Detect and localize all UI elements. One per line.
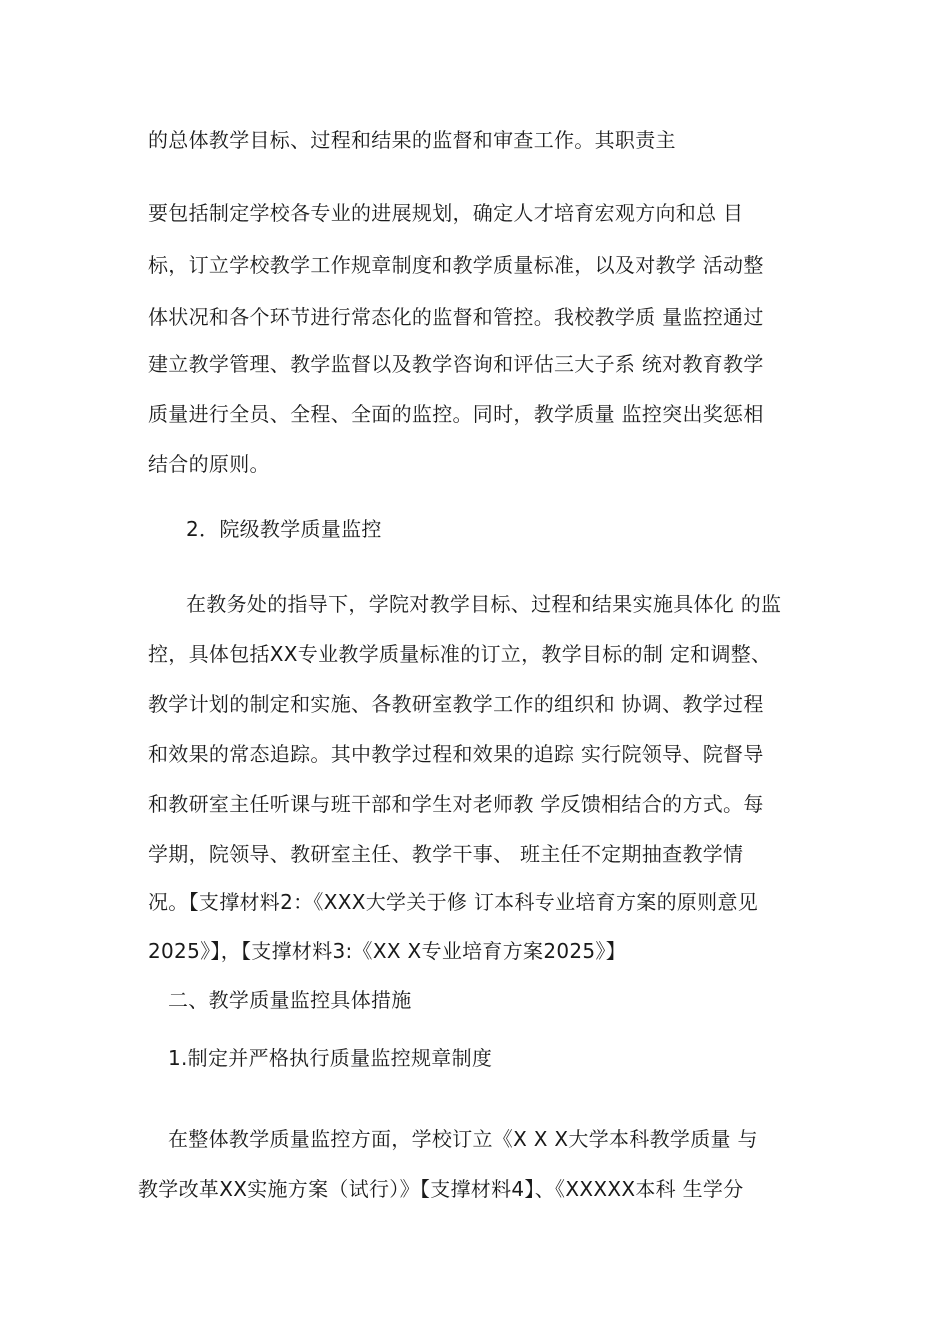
text-line: 2025》】，【支撑材料3:《XX X专业培育方案2025》】 bbox=[148, 939, 627, 963]
section-heading: 1.制定并严格执行质量监控规章制度 bbox=[168, 1046, 493, 1070]
text-line: 结合的原则。 bbox=[148, 452, 270, 476]
text-line: 质量进行全员、全程、全面的监控。同时，教学质量 监控突出奖惩相 bbox=[148, 402, 764, 426]
text-line: 标，订立学校教学工作规章制度和教学质量标准，以及对教学 活动整 bbox=[148, 253, 764, 277]
text-line: 和效果的常态追踪。其中教学过程和效果的追踪 实行院领导、院督导 bbox=[148, 742, 764, 766]
text-line: 在整体教学质量监控方面，学校订立《X X X大学本科教学质量 与 bbox=[168, 1127, 758, 1151]
text-line: 教学改革XX实施方案（试行）》【支撑材料4】、《XXXXX本科 生学分 bbox=[138, 1177, 744, 1201]
text-line: 在教务处的指导下，学院对教学目标、过程和结果实施具体化 的监 bbox=[186, 592, 782, 616]
section-heading: 二、教学质量监控具体措施 bbox=[168, 988, 412, 1012]
text-line: 的总体教学目标、过程和结果的监督和审查工作。其职责主 bbox=[148, 128, 676, 152]
text-line: 况。【支撑材料2：《XXX大学关于修 订本科专业培育方案的原则意见 bbox=[148, 890, 759, 914]
text-line: 要包括制定学校各专业的进展规划，确定人才培育宏观方向和总 目 bbox=[148, 201, 744, 225]
text-line: 和教研室主任听课与班干部和学生对老师教 学反馈相结合的方式。每 bbox=[148, 792, 764, 816]
section-heading: 2．院级教学质量监控 bbox=[186, 517, 382, 541]
text-line: 控，具体包括XX专业教学质量标准的订立，教学目标的制 定和调整、 bbox=[148, 642, 772, 666]
text-line: 建立教学管理、教学监督以及教学咨询和评估三大子系 统对教育教学 bbox=[148, 352, 764, 376]
text-line: 学期，院领导、教研室主任、教学干事、 班主任不定期抽查教学情 bbox=[148, 842, 744, 866]
text-line: 体状况和各个环节进行常态化的监督和管控。我校教学质 量监控通过 bbox=[148, 305, 764, 329]
text-line: 教学计划的制定和实施、各教研室教学工作的组织和 协调、教学过程 bbox=[148, 692, 764, 716]
